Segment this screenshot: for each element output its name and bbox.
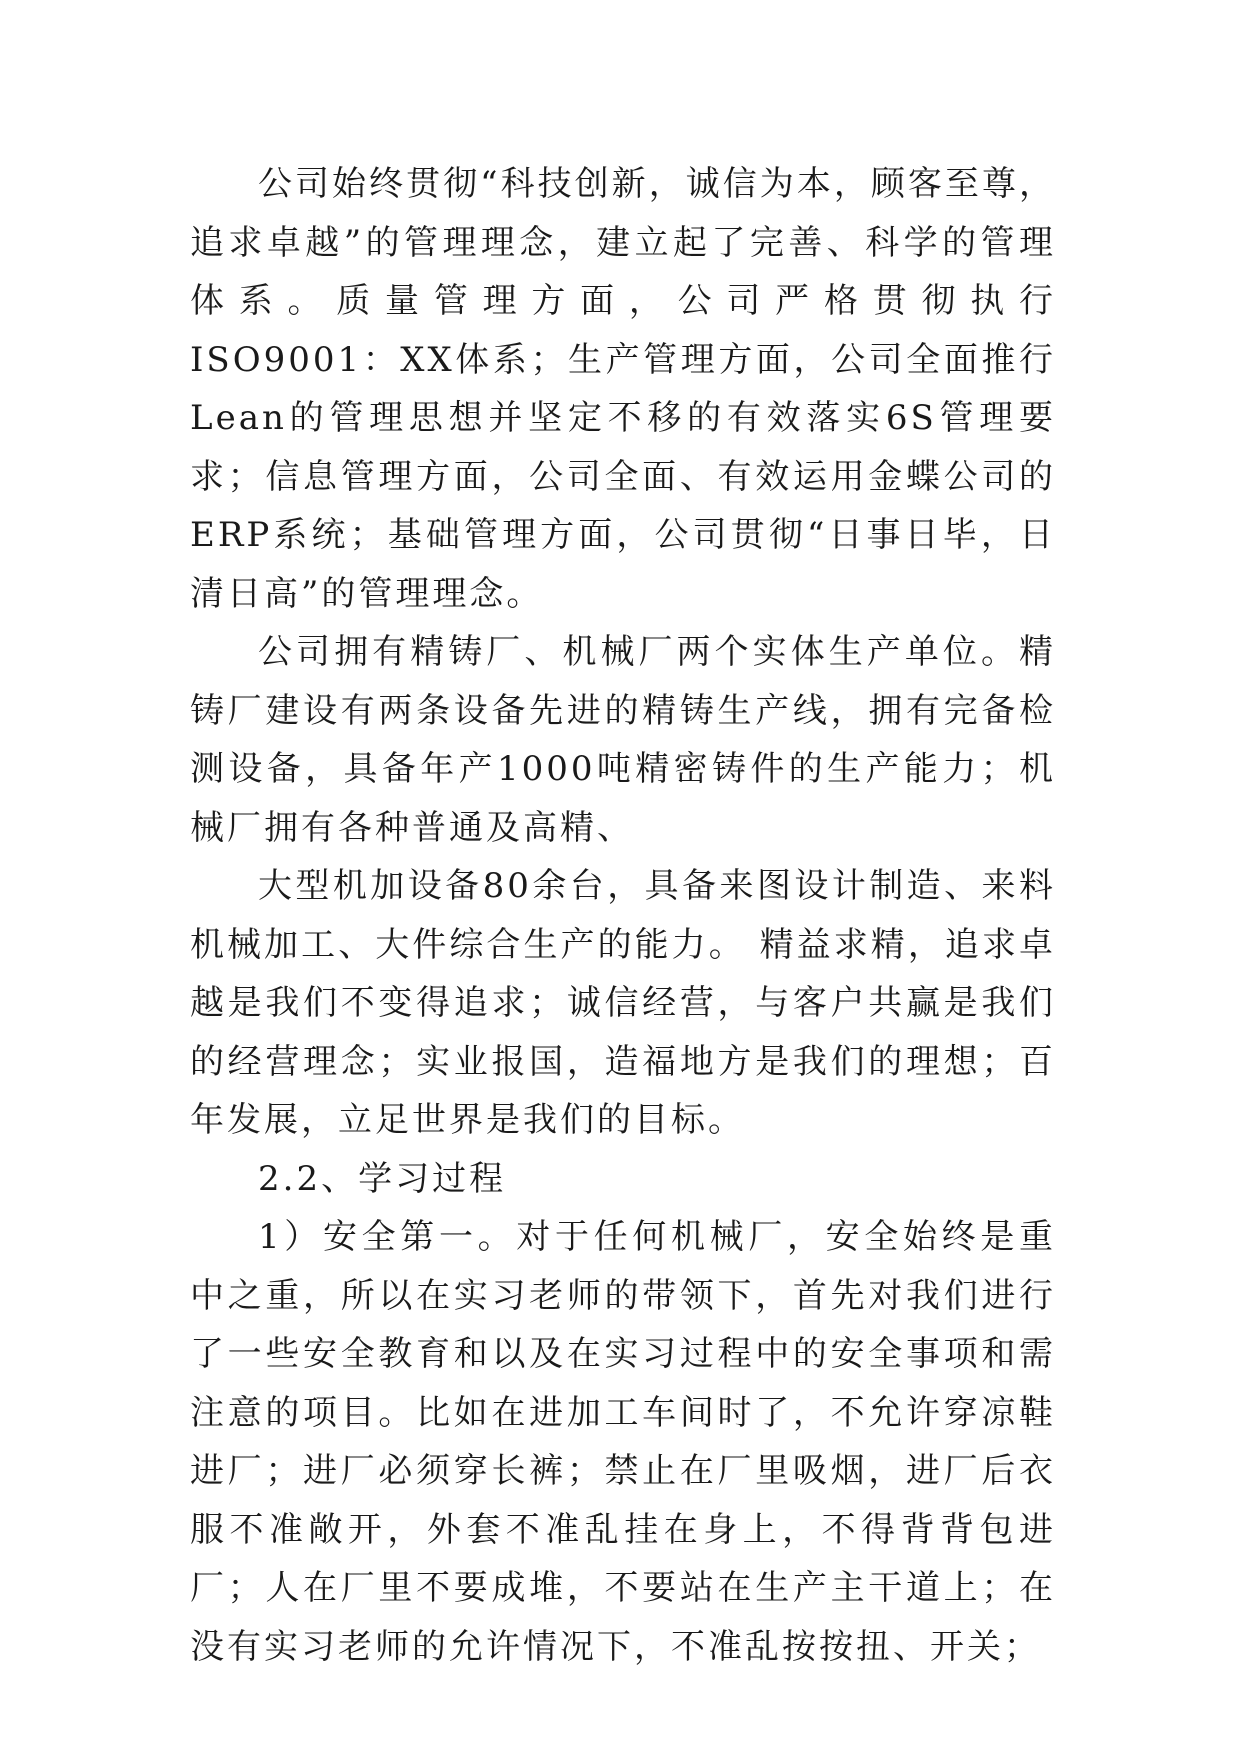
section-heading-learning-process: 2.2、学习过程 [258,1158,507,1199]
paragraph-equipment-and-goals: 大型机加设备80余台，具备来图设计制造、来料机械加工、大件综合生产的能力。 精益求精，追求卓越是我们不变得追求；诚信经营，与客户共赢是我们的经营理念；实业报国，造福地方是我们的理想；百年发展，立足世界是我们的目标。 [190,866,1056,1140]
paragraph-safety-first: 1）安全第一。对于任何机械厂，安全始终是重中之重，所以在实习老师的带领下，首先对我们进行了一些安全教育和以及在实习过程中的安全事项和需注意的项目。比如在进加工车间时了，不允许穿凉鞋进厂；进厂必须穿长裤；禁止在厂里吸烟，进厂后衣服不准敞开，外套不准乱挂在身上，不得背背包进厂；人在厂里不要成堆，不要站在生产主干道上；在没有实习老师的允许情况下，不准乱按按扭、开关； [190,1217,1056,1667]
paragraph-production-units: 公司拥有精铸厂、机械厂两个实体生产单位。精铸厂建设有两条设备先进的精铸生产线，拥有完备检测设备，具备年产1000吨精密铸件的生产能力；机械厂拥有各种普通及高精、 [190,632,1056,848]
document-body [190,155,1056,1676]
paragraph-management-philosophy: 公司始终贯彻“科技创新，诚信为本，顾客至尊，追求卓越”的管理理念，建立起了完善、科学的管理体系。质量管理方面，公司严格贯彻执行ISO9001：XX体系；生产管理方面，公司全面推行Lean的管理思想并坚定不移的有效落实6S管理要求；信息管理方面，公司全面、有效运用金蝶公司的ERP系统；基础管理方面，公司贯彻“日事日毕，日清日高”的管理理念。 [190,164,1056,614]
